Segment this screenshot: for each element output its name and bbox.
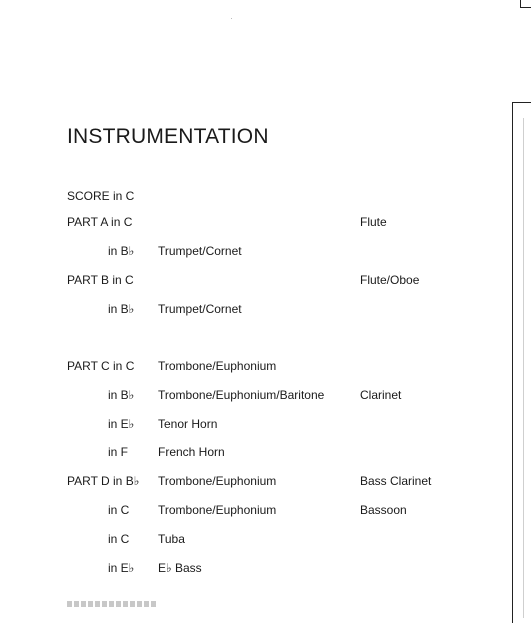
part-c-key-1: in B♭ bbox=[108, 388, 135, 402]
part-c-instrument-3: French Horn bbox=[158, 445, 225, 459]
page-title: INSTRUMENTATION bbox=[67, 125, 269, 148]
part-d-instrument-3: E♭ Bass bbox=[158, 561, 202, 575]
scan-speck bbox=[231, 18, 232, 19]
part-b-alt-instrument: Flute/Oboe bbox=[360, 273, 420, 287]
part-d-key-2: in C bbox=[108, 532, 130, 546]
score-label: SCORE in C bbox=[67, 189, 135, 203]
part-d-instrument-2: Tuba bbox=[158, 532, 185, 546]
part-a-alt-instrument: Flute bbox=[360, 215, 387, 229]
adjacent-page-frame bbox=[512, 102, 531, 623]
part-d-instrument-1: Trombone/Euphonium bbox=[158, 503, 277, 517]
cut-off-footer-text bbox=[67, 601, 157, 607]
part-b-label: PART B in C bbox=[67, 273, 134, 287]
page-edge-mark bbox=[520, 0, 531, 8]
part-c-instrument: Trombone/Euphonium bbox=[158, 359, 277, 373]
part-c-key-2: in E♭ bbox=[108, 417, 135, 431]
part-c-instrument-1: Trombone/Euphonium/Baritone bbox=[158, 388, 325, 402]
part-c-label: PART C in C bbox=[67, 359, 135, 373]
part-a-key-1: in B♭ bbox=[108, 244, 135, 258]
part-c-key-3: in F bbox=[108, 445, 129, 459]
adjacent-page-inner-line bbox=[523, 118, 524, 618]
part-d-alt-instrument: Bass Clarinet bbox=[360, 474, 432, 488]
part-c-instrument-2: Tenor Horn bbox=[158, 417, 218, 431]
part-c-alt-instrument-1: Clarinet bbox=[360, 388, 402, 402]
part-b-key-1: in B♭ bbox=[108, 302, 135, 316]
part-a-label: PART A in C bbox=[67, 215, 133, 229]
part-a-instrument-1: Trumpet/Cornet bbox=[158, 244, 242, 258]
part-d-alt-instrument-1: Bassoon bbox=[360, 503, 407, 517]
part-d-key-1: in C bbox=[108, 503, 130, 517]
part-d-key-3: in E♭ bbox=[108, 561, 135, 575]
part-b-instrument-1: Trumpet/Cornet bbox=[158, 302, 242, 316]
part-d-instrument: Trombone/Euphonium bbox=[158, 474, 277, 488]
part-d-label: PART D in B♭ bbox=[67, 474, 140, 488]
